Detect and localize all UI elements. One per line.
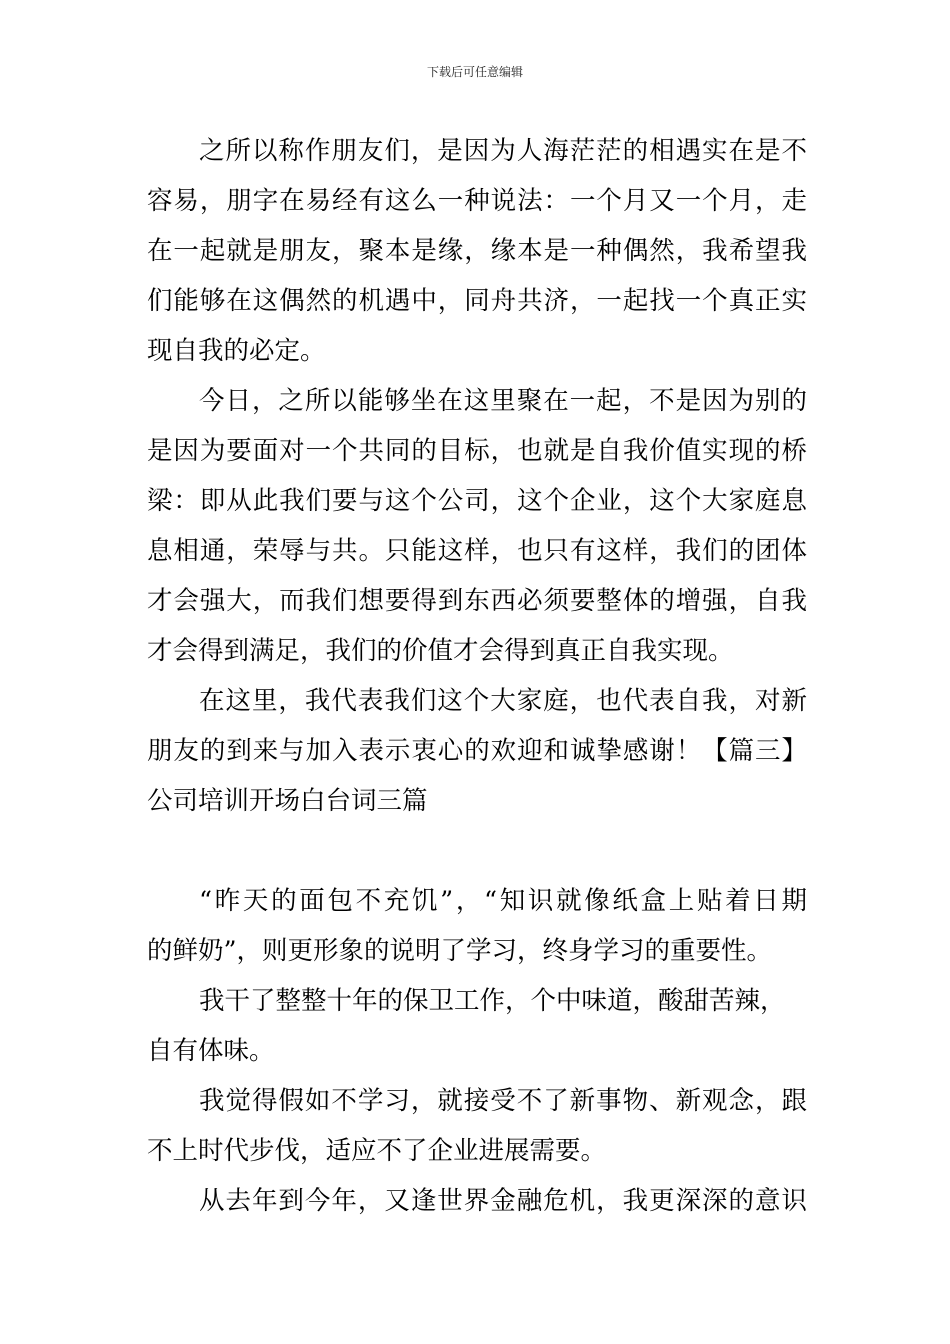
paragraph-line: 息相通，荣辱与共。只能这样，也只有这样，我们的团体 bbox=[147, 536, 807, 566]
paragraph-line: 在一起就是朋友，聚本是缘，缘本是一种偶然，我希望我 bbox=[147, 236, 807, 266]
document-body bbox=[147, 126, 807, 1226]
paragraph-line: 不上时代步伐，适应不了企业进展需要。 bbox=[147, 1136, 607, 1166]
paragraph-line: 们能够在这偶然的机遇中，同舟共济，一起找一个真正实 bbox=[147, 286, 807, 316]
paragraph-line: 从去年到今年，又逢世界金融危机，我更深深的意识 bbox=[199, 1186, 807, 1216]
paragraph-line: “昨天的面包不充饥”，“知识就像纸盒上贴着日期 bbox=[199, 886, 807, 916]
paragraph-line: 是因为要面对一个共同的目标，也就是自我价值实现的桥 bbox=[147, 436, 807, 466]
paragraph-line: 梁：即从此我们要与这个公司，这个企业，这个大家庭息 bbox=[147, 486, 807, 516]
paragraph-line: 在这里，我代表我们这个大家庭，也代表自我，对新 bbox=[199, 686, 807, 716]
paragraph-line: 才会得到满足，我们的价值才会得到真正自我实现。 bbox=[147, 636, 734, 666]
paragraph-line: 朋友的到来与加入表示衷心的欢迎和诚挚感谢！【篇三】 bbox=[147, 736, 807, 766]
blank-line bbox=[147, 826, 807, 876]
paragraph-line: 容易，朋字在易经有这么一种说法：一个月又一个月，走 bbox=[147, 186, 807, 216]
page-header: 下载后可任意编辑 bbox=[426, 65, 523, 79]
paragraph-line: 我干了整整十年的保卫工作，个中味道，酸甜苦辣， bbox=[199, 986, 786, 1016]
paragraph-line: 今日，之所以能够坐在这里聚在一起，不是因为别的 bbox=[199, 386, 807, 416]
section-title: 公司培训开场白台词三篇 bbox=[147, 786, 428, 816]
paragraph-line: 现自我的必定。 bbox=[147, 336, 326, 366]
paragraph-line: 之所以称作朋友们，是因为人海茫茫的相遇实在是不 bbox=[199, 136, 807, 166]
paragraph-line: 才会强大，而我们想要得到东西必须要整体的增强，自我 bbox=[147, 586, 807, 616]
paragraph-line: 自有体味。 bbox=[147, 1036, 275, 1066]
paragraph-line: 我觉得假如不学习，就接受不了新事物、新观念，跟 bbox=[199, 1086, 807, 1116]
paragraph-line: 的鲜奶”，则更形象的说明了学习，终身学习的重要性。 bbox=[147, 936, 773, 966]
